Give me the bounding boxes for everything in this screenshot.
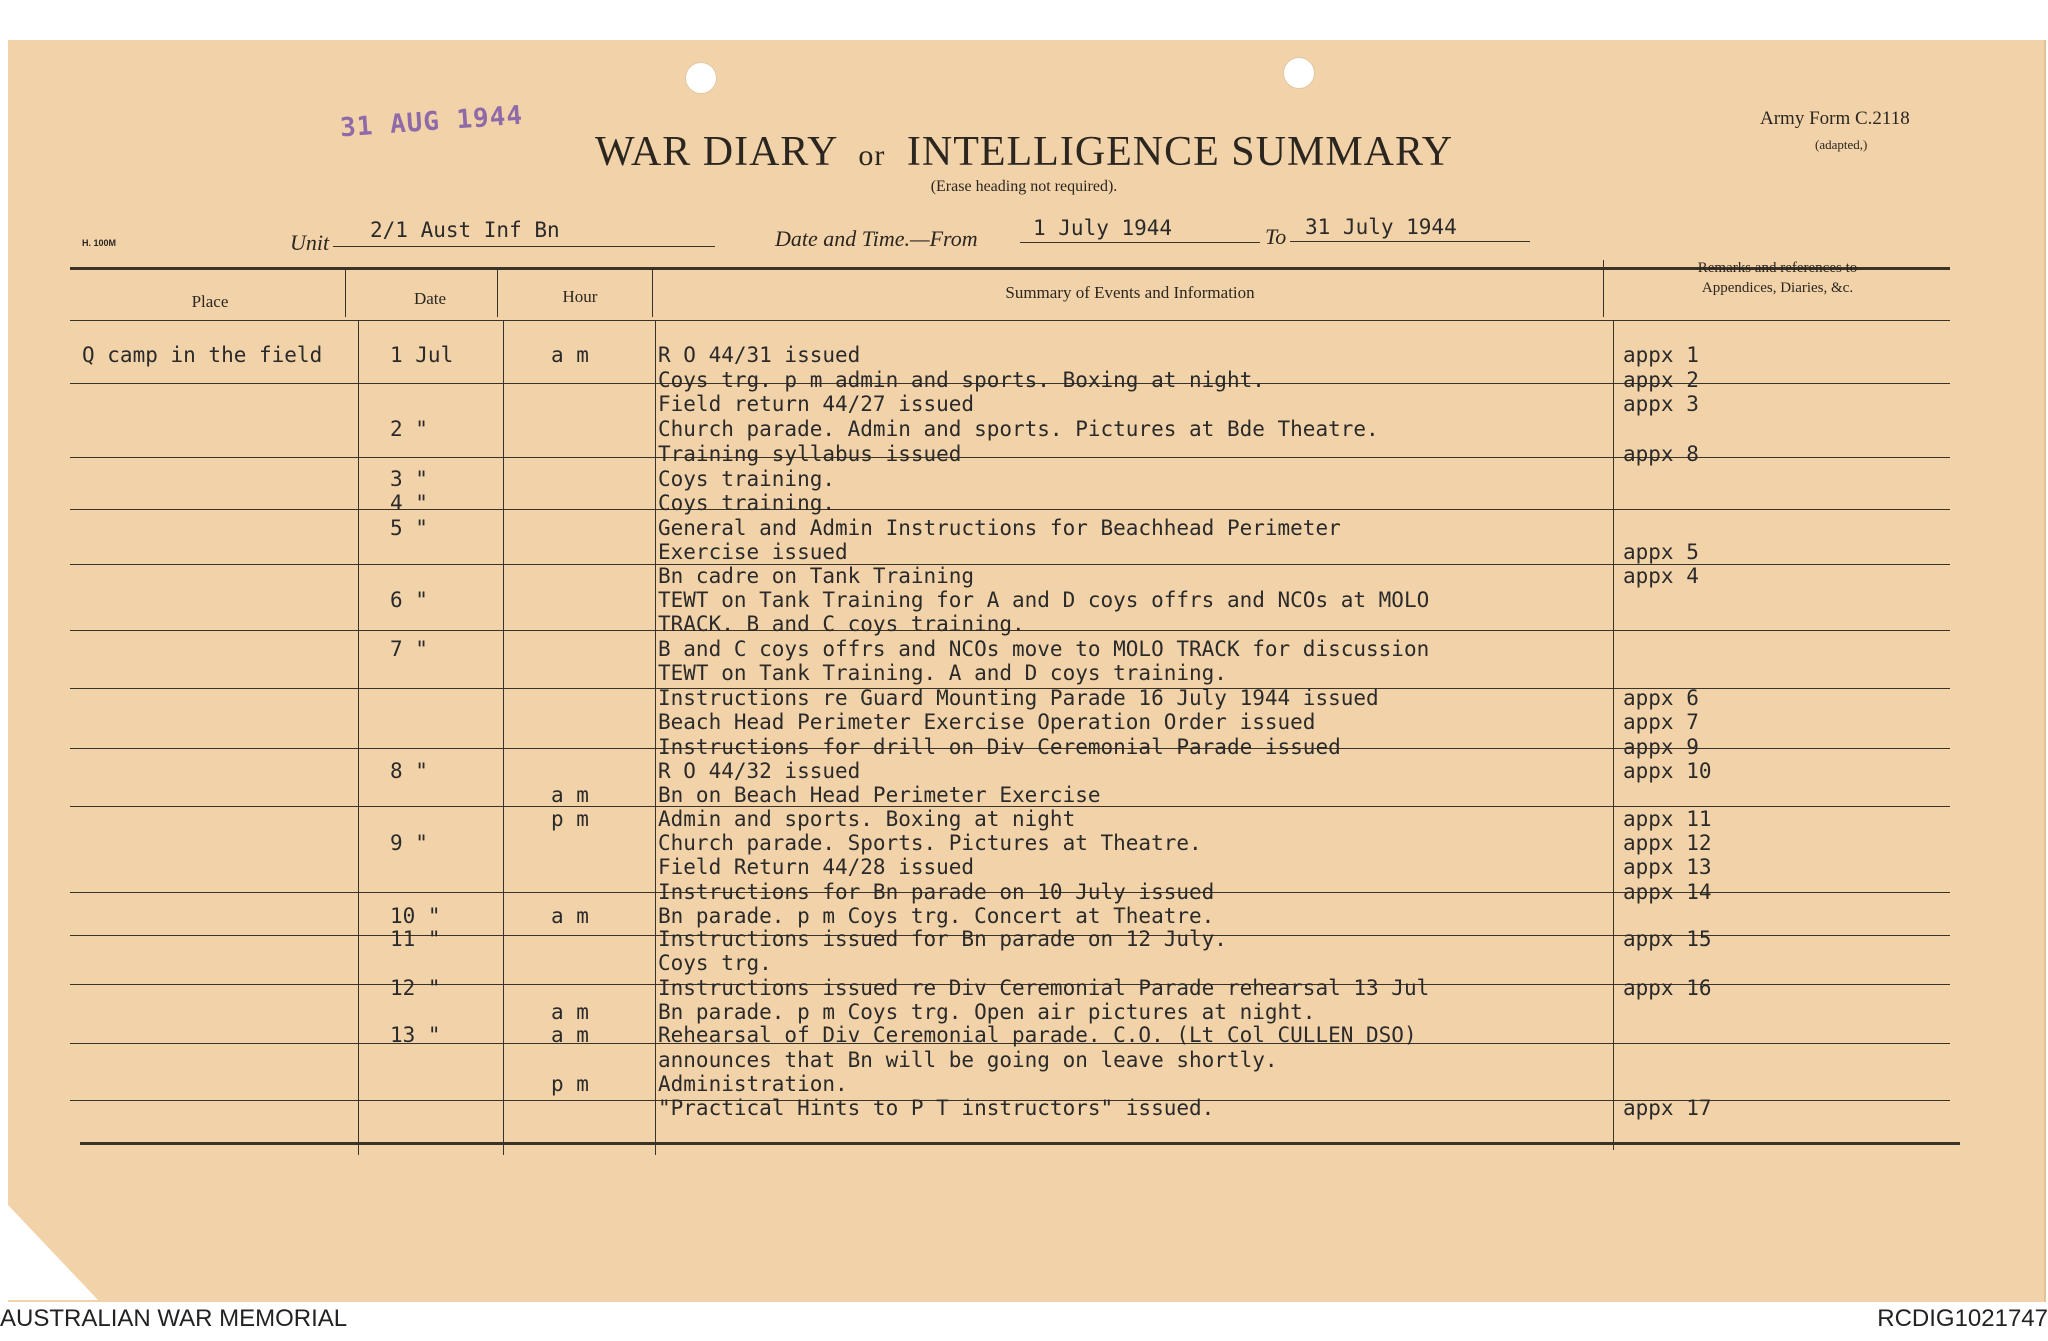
- entry-appendix-ref: appx 1: [1623, 343, 1699, 367]
- army-form-adapted: (adapted,): [1815, 137, 1868, 152]
- column-header-remarks-line1: Remarks and references to: [1697, 260, 1858, 276]
- column-header-remarks-line2: Appendices, Diaries, &c.: [1701, 280, 1854, 296]
- column-divider-summary: [1613, 320, 1614, 1150]
- entry-summary: General and Admin Instructions for Beachhead Perimeter: [658, 516, 1341, 540]
- entry-appendix-ref: appx 14: [1623, 880, 1712, 904]
- form-code: H. 100M: [82, 238, 117, 248]
- title-intelligence-summary: INTELLIGENCE SUMMARY: [906, 129, 1454, 175]
- entry-date: 6 ": [390, 588, 428, 612]
- column-divider-date: [503, 320, 504, 1155]
- page-subtitle: (Erase heading not required).: [930, 178, 1118, 195]
- column-header-hour: Hour: [562, 287, 598, 306]
- entry-summary: Bn cadre on Tank Training: [658, 564, 975, 588]
- entry-summary: Field return 44/27 issued: [658, 392, 975, 416]
- entry-summary: Church parade. Sports. Pictures at Theatre.: [658, 831, 1202, 855]
- entry-summary: Bn parade. p m Coys trg. Concert at Theatre.: [658, 904, 1215, 928]
- header-divider-place: [345, 267, 346, 317]
- entry-date: 11 ": [390, 927, 441, 951]
- entry-date: 1 Jul: [390, 343, 454, 367]
- entry-summary: Coys training.: [658, 491, 836, 515]
- entry-summary: Training syllabus issued: [658, 442, 962, 466]
- entry-appendix-ref: appx 9: [1623, 735, 1699, 759]
- entry-summary: Instructions issued for Bn parade on 12 July.: [658, 927, 1227, 951]
- entry-date: 4 ": [390, 491, 428, 515]
- row-rule: [70, 509, 1950, 510]
- date-from-underline: [1020, 242, 1260, 243]
- entry-date: 3 ": [390, 467, 428, 491]
- unit-value: 2/1 Aust Inf Bn: [370, 218, 560, 242]
- entry-summary: announces that Bn will be going on leave shortly.: [658, 1048, 1278, 1072]
- entry-summary: Bn parade. p m Coys trg. Open air pictures at night.: [658, 1000, 1316, 1024]
- entry-date: 5 ": [390, 516, 428, 540]
- entry-summary: Instructions for Bn parade on 10 July issued: [658, 880, 1215, 904]
- column-divider-hour: [655, 320, 656, 1155]
- entry-appendix-ref: appx 8: [1623, 442, 1699, 466]
- entry-appendix-ref: appx 13: [1623, 855, 1712, 879]
- army-form-number: Army Form C.2118: [1760, 108, 1910, 129]
- date-to-underline: [1290, 241, 1530, 242]
- entry-summary: R O 44/32 issued: [658, 759, 861, 783]
- entry-summary: Admin and sports. Boxing at night: [658, 807, 1076, 831]
- entry-date: 12 ": [390, 976, 441, 1000]
- entry-summary: R O 44/31 issued: [658, 343, 861, 367]
- entry-appendix-ref: appx 11: [1623, 807, 1712, 831]
- column-divider-place: [358, 320, 359, 1155]
- column-header-place: Place: [191, 292, 229, 311]
- footer-archive-name: AUSTRALIAN WAR MEMORIAL: [0, 1305, 348, 1332]
- entry-summary: Coys trg. p m admin and sports. Boxing at night.: [658, 368, 1265, 392]
- entry-date: 10 ": [390, 904, 441, 928]
- entry-appendix-ref: appx 16: [1623, 976, 1712, 1000]
- entry-place: Q camp in the field: [82, 343, 323, 367]
- entry-date: 9 ": [390, 831, 428, 855]
- entry-summary: TEWT on Tank Training for A and D coys offrs and NCOs at MOLO: [658, 588, 1430, 612]
- entry-summary: Instructions issued re Div Ceremonial Parade rehearsal 13 Jul: [658, 976, 1430, 1000]
- date-to-label: To: [1265, 224, 1287, 249]
- entry-appendix-ref: appx 4: [1623, 564, 1699, 588]
- entry-summary: Rehearsal of Div Ceremonial parade. C.O. (Lt Col CULLEN DSO): [658, 1023, 1417, 1047]
- entry-summary: Coys trg.: [658, 951, 772, 975]
- entry-summary: TEWT on Tank Training. A and D coys training.: [658, 661, 1227, 685]
- date-to-value: 31 July 1944: [1305, 215, 1457, 239]
- date-from-value: 1 July 1944: [1033, 216, 1173, 240]
- unit-label: Unit: [290, 230, 330, 255]
- entry-summary: Beach Head Perimeter Exercise Operation Order issued: [658, 710, 1316, 734]
- entry-summary: "Practical Hints to P T instructors" issued.: [658, 1096, 1215, 1120]
- table-bottom-rule: [80, 1142, 1960, 1145]
- entry-appendix-ref: appx 2: [1623, 368, 1699, 392]
- entry-hour: p m: [551, 1072, 589, 1096]
- header-bottom-rule: [70, 320, 1950, 321]
- entry-appendix-ref: appx 7: [1623, 710, 1699, 734]
- entry-hour: a m: [551, 1000, 589, 1024]
- title-or: or: [858, 139, 886, 172]
- entry-hour: a m: [551, 1023, 589, 1047]
- entry-summary: Exercise issued: [658, 540, 848, 564]
- header-divider-date: [497, 267, 498, 317]
- received-date-stamp: 31 AUG 1944: [339, 100, 525, 144]
- header-divider-summary: [1603, 260, 1604, 317]
- entry-summary: Church parade. Admin and sports. Pictures at Bde Theatre.: [658, 417, 1379, 441]
- entry-hour: a m: [551, 343, 589, 367]
- footer-record-id: RCDIG1021747: [1877, 1305, 2048, 1332]
- title-war-diary: WAR DIARY: [594, 129, 837, 175]
- entry-date: 2 ": [390, 417, 428, 441]
- entry-hour: a m: [551, 904, 589, 928]
- entry-summary: Coys training.: [658, 467, 836, 491]
- entry-appendix-ref: appx 3: [1623, 392, 1699, 416]
- entry-date: 13 ": [390, 1023, 441, 1047]
- date-from-label: Date and Time.—From: [775, 226, 978, 251]
- folded-corner: [8, 1205, 98, 1300]
- entry-summary: Administration.: [658, 1072, 848, 1096]
- entry-hour: a m: [551, 783, 589, 807]
- punch-hole-right: [1283, 57, 1315, 89]
- entry-summary: Bn on Beach Head Perimeter Exercise: [658, 783, 1101, 807]
- page-title: [0, 128, 2048, 176]
- punch-hole-left: [685, 62, 717, 94]
- entry-date: 7 ": [390, 637, 428, 661]
- entry-appendix-ref: appx 10: [1623, 759, 1712, 783]
- entry-summary: TRACK. B and C coys training.: [658, 612, 1025, 636]
- entry-summary: Instructions re Guard Mounting Parade 16 July 1944 issued: [658, 686, 1379, 710]
- entry-appendix-ref: appx 12: [1623, 831, 1712, 855]
- column-header-date: Date: [413, 289, 447, 308]
- entry-appendix-ref: appx 6: [1623, 686, 1699, 710]
- entry-summary: Field Return 44/28 issued: [658, 855, 975, 879]
- unit-underline: [333, 246, 715, 247]
- entry-appendix-ref: appx 5: [1623, 540, 1699, 564]
- header-divider-hour: [652, 267, 653, 317]
- entry-appendix-ref: appx 17: [1623, 1096, 1712, 1120]
- entry-appendix-ref: appx 15: [1623, 927, 1712, 951]
- entry-summary: B and C coys offrs and NCOs move to MOLO TRACK for discussion: [658, 637, 1430, 661]
- entry-hour: p m: [551, 807, 589, 831]
- column-header-summary: Summary of Events and Information: [1005, 283, 1255, 302]
- entry-summary: Instructions for drill on Div Ceremonial Parade issued: [658, 735, 1341, 759]
- entry-date: 8 ": [390, 759, 428, 783]
